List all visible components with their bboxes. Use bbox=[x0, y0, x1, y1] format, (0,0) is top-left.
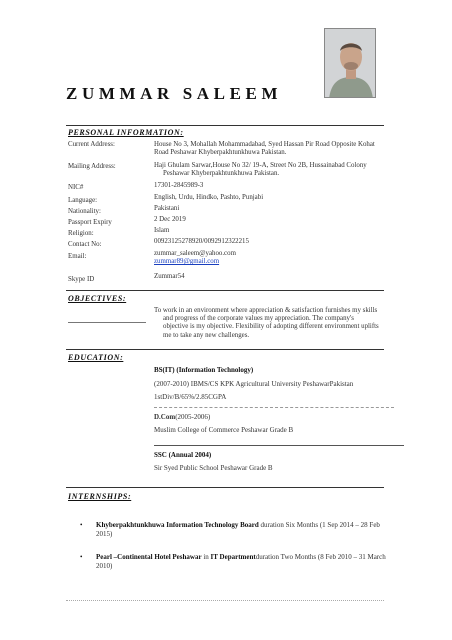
current-address-label: Current Address: bbox=[68, 141, 115, 148]
objectives-line: me to take any new challenges. bbox=[163, 331, 250, 339]
internship-item bbox=[96, 553, 396, 572]
degree-dcom-years: (2005-2006) bbox=[175, 413, 211, 421]
internship-duration: duration Six Months (1 Sep 2014 – 28 Feb 2015) bbox=[96, 521, 380, 539]
mailing-address-line: Peshawar Khyberpakhtunkhuwa Pakistan. bbox=[163, 170, 280, 178]
objectives-line: To work in an environment where appreciation & satisfaction furnishes my skills bbox=[154, 307, 378, 314]
passport-expiry-value: 2 Dec 2019 bbox=[154, 216, 186, 223]
bullet-icon: • bbox=[80, 521, 83, 529]
current-address-line: Road Peshawar Khyberpakhtunkhuwa Pakistan. bbox=[154, 149, 287, 157]
email-value bbox=[154, 250, 392, 266]
nationality-value: Pakistani bbox=[154, 205, 180, 212]
degree-ssc: SSC (Annual 2004) bbox=[154, 451, 212, 459]
section-divider bbox=[66, 290, 384, 291]
objectives-line: objective is my objective. Flexibility of adopting different environment uplifts bbox=[163, 323, 379, 331]
degree-ssc-detail: Sir Syed Public School Peshawar Grade B bbox=[154, 464, 273, 472]
language-label: Language: bbox=[68, 197, 98, 204]
section-divider bbox=[66, 125, 384, 126]
section-divider bbox=[66, 349, 384, 350]
internship-org: Pearl –Continental Hotel Peshawar bbox=[96, 553, 202, 561]
nic-label: NIC# bbox=[68, 184, 84, 191]
religion-label: Religion: bbox=[68, 230, 94, 237]
internship-connector: in bbox=[201, 553, 211, 561]
email-secondary-link[interactable]: zummar89@gmail.com bbox=[154, 258, 220, 266]
degree-bsit-detail: (2007-2010) IBMS/CS KPK Agricultural University PeshawarPakistan bbox=[154, 380, 354, 388]
mailing-address-line: Haji Ghulam Sarwar,House No 32/ 19-A, Street No 2B, Hussainabad Colony bbox=[154, 162, 367, 169]
contact-value: 00923125278920/0092912322215 bbox=[154, 238, 249, 245]
degree-bsit-grade: 1stDiv/B/65%/2.85CGPA bbox=[154, 393, 227, 401]
contact-label: Contact No: bbox=[68, 241, 102, 248]
objectives-line: and progress of the corporate values my appreciation. The company's bbox=[163, 315, 354, 323]
footer-divider bbox=[66, 600, 384, 601]
objectives-underline bbox=[68, 322, 146, 323]
religion-value: Islam bbox=[154, 227, 170, 234]
degree-bsit: BS(IT) (Information Technology) bbox=[154, 366, 254, 374]
objectives-text bbox=[154, 307, 404, 340]
section-divider bbox=[66, 487, 384, 488]
current-address-value bbox=[154, 141, 392, 157]
mailing-address-label: Mailing Address: bbox=[68, 163, 116, 170]
internship-duration: duration Two Months (8 Feb 2010 – 31 March 2010) bbox=[96, 553, 386, 571]
mailing-address-value bbox=[154, 162, 392, 178]
degree-dcom-name: D.Com bbox=[154, 413, 176, 421]
bullet-icon: • bbox=[80, 553, 83, 561]
nationality-label: Nationality: bbox=[68, 208, 101, 215]
candidate-name: ZUMMAR SALEEM bbox=[66, 84, 283, 103]
internship-item bbox=[96, 521, 396, 540]
education-separator bbox=[154, 407, 394, 408]
personal-info-heading: PERSONAL INFORMATION: bbox=[68, 128, 184, 137]
email-primary: zummar_saleem@yahoo.com bbox=[154, 250, 236, 257]
current-address-line: House No 3, Mohallah Mohammadabad, Syed Hassan Pir Road Opposite Kohat bbox=[154, 141, 375, 148]
profile-photo bbox=[324, 28, 376, 98]
nic-value: 17301-2845989-3 bbox=[154, 182, 204, 189]
skype-label: Skype ID bbox=[68, 276, 95, 283]
passport-expiry-label: Passport Expiry bbox=[68, 219, 112, 226]
education-heading: EDUCATION: bbox=[68, 353, 124, 362]
email-label: Email: bbox=[68, 253, 87, 260]
internship-org: Khyberpakhtunkhuwa Information Technology Board bbox=[96, 521, 259, 529]
objectives-heading: OBJECTIVES: bbox=[68, 294, 127, 303]
degree-dcom-detail: Muslim College of Commerce Peshawar Grade B bbox=[154, 426, 294, 434]
internship-department: IT Department bbox=[210, 553, 256, 561]
education-separator bbox=[154, 445, 404, 446]
person-photo-icon bbox=[325, 29, 376, 98]
degree-dcom bbox=[154, 413, 210, 421]
language-value: English, Urdu, Hindko, Pashto, Punjabi bbox=[154, 194, 264, 201]
internships-heading: INTERNSHIPS: bbox=[68, 492, 132, 501]
skype-value: Zummar54 bbox=[154, 273, 185, 280]
